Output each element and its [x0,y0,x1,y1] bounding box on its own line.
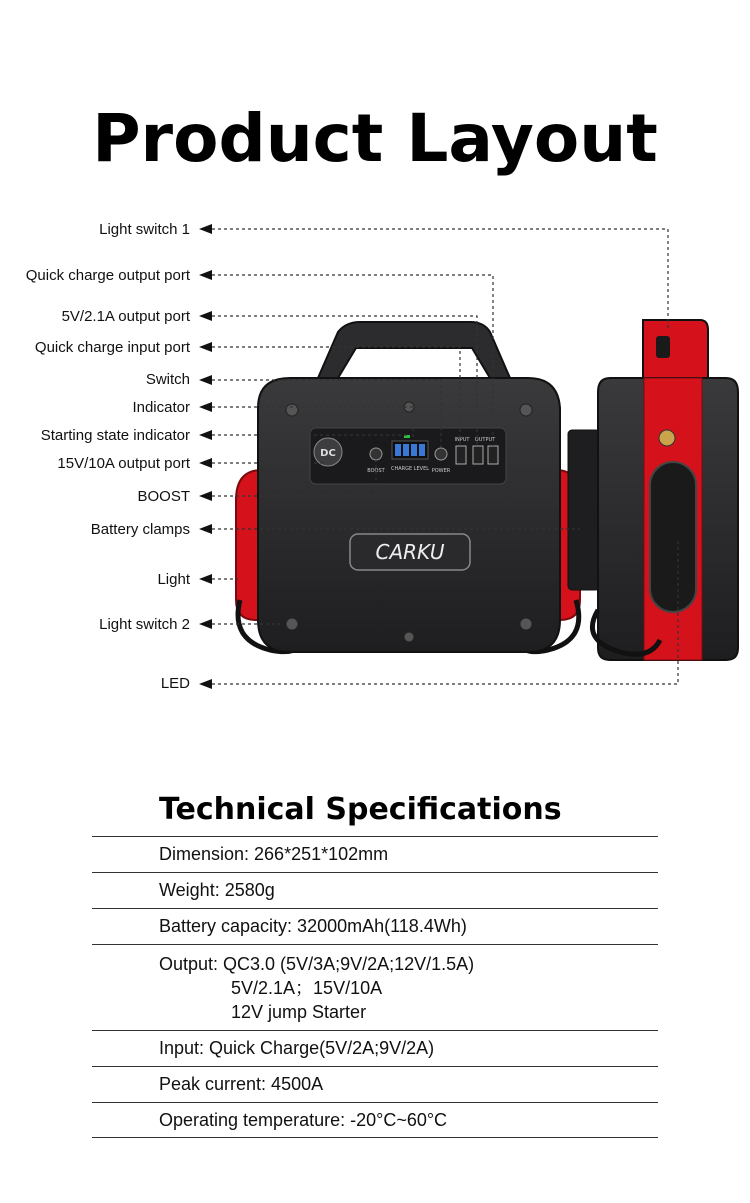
callout-light: Light [157,571,190,588]
callout-light-switch-1: Light switch 1 [99,221,190,238]
callout-light-switch-2: Light switch 2 [99,616,190,633]
spec-row-weight: Weight: 2580g [92,872,658,908]
callout-indicator: Indicator [132,399,190,416]
side-view [568,320,738,660]
power-mark: POWER [431,468,451,474]
dc-badge: DC [320,448,336,459]
callout-quick-charge-output: Quick charge output port [25,267,190,284]
callout-15v-output: 15V/10A output port [57,455,190,472]
spec-row-temperature: Operating temperature: -20°C~60°C [92,1102,658,1138]
leader-arrows [199,224,212,689]
boost-mark: BOOST [367,468,385,474]
callout-5v-output: 5V/2.1A output port [61,308,190,325]
page-title: Product Layout [92,100,658,177]
spec-row-input: Input: Quick Charge(5V/2A;9V/2A) [92,1030,658,1066]
callout-battery-clamps: Battery clamps [90,521,190,538]
output-mark: OUTPUT [474,437,496,443]
spec-row-battery: Battery capacity: 32000mAh(118.4Wh) [92,908,658,944]
charge-level-mark: CHARGE LEVEL [390,466,430,472]
specs-title: Technical Specifications [159,792,562,827]
input-mark: INPUT [454,437,470,443]
specs-table [92,836,658,1138]
spec-row-peak-current: Peak current: 4500A [92,1066,658,1102]
callout-led: LED [160,675,190,692]
spec-row-dimension: Dimension: 266*251*102mm [92,836,658,872]
front-view [236,322,580,652]
spec-row-output: Output: QC3.0 (5V/3A;9V/2A;12V/1.5A) 5V/2.1A；15V/10A 12V jump Starter [92,944,658,1030]
callout-switch: Switch [145,371,190,388]
brand-logo: CARKU [375,540,445,564]
callout-boost: BOOST [137,488,190,505]
callout-quick-charge-input: Quick charge input port [34,339,190,356]
callout-starting-state-indicator: Starting state indicator [40,427,190,444]
